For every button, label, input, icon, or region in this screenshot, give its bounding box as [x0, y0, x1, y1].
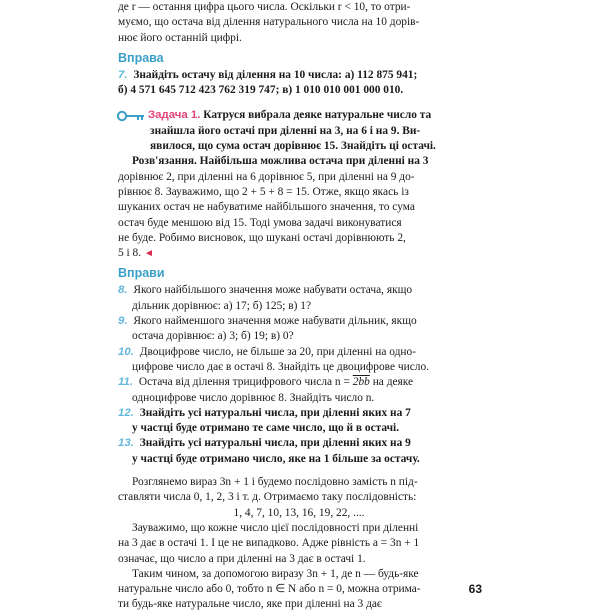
sequence-line: 1, 4, 7, 10, 13, 16, 19, 22, .... [233, 506, 365, 519]
task-title: Задача 1. [148, 109, 201, 122]
exercise-13: 13. Знайдіть усі натуральні числа, при діленні яких на 9 у частці буде отримано число, яке на 1 більше за остачу. [118, 437, 420, 465]
exercise-number: 9. [118, 315, 128, 328]
exercise-9: 9. Якого найменшого значення може набувати дільник, якщо остача дорівнює: а) 3; б) 19; в) 0? [118, 315, 417, 343]
closing-paragraph-2: Зауважимо, що кожне число цієї послідовності при діленні на 3 дає в остачі 1. І це не випадково. Адже рівність a = 3n + 1 означає, що число a при діленні на 3 дає в остачі 1. [118, 521, 420, 565]
page-number: 63 [468, 582, 482, 596]
closing-paragraph-3: Таким чином, за допомогою виразу 3n + 1, де n — будь-яке натуральне число або 0, тобто n ∈ N або n = 0, можна отрима- ти будь-яке натуральне число, яке при діленні на 3 дає [118, 567, 421, 611]
section-title-exercise: Вправа [118, 50, 164, 65]
exercise-7: 7. Знайдіть остачу від ділення на 10 числа: а) 112 875 941; б) 4 571 645 712 423 762 319 747; в) 1 010 010 001 000 010. [118, 68, 418, 97]
solution-paragraph: Розв'язання. Найбільша можлива остача при діленні на 3 дорівнює 2, при діленні на 6 дорівнює 5, при діленні на 9 до- рівнює 8. Зауважимо, що 2 + 5 + 8 = 15. Отже, якщо якась із шуканих остач не набуватиме найбільшого значення, то сума остач буде меншою від 15. Тоді умова задачі виконуватися не буде. Робимо висновок, що шукані остачі дорівнюють 2, 5 і 8. ◄ [118, 155, 429, 260]
intro-paragraph: де r — остання цифра цього числа. Оскільки r < 10, то отри- муємо, що остача від ділення натурального числа на 10 дорів- нює його останній цифрі. [118, 1, 420, 44]
overlined-number: 2bb [352, 376, 370, 389]
section-title-exercises: Вправи [118, 266, 165, 281]
exercise-number: 8. [118, 284, 128, 297]
end-of-solution-marker: ◄ [143, 248, 154, 260]
exercise-number: 7. [118, 68, 128, 81]
task-1: Задача 1. Катруся вибрала деяке натуральне число та знайшла його остачі при діленні на 3, на 6 і на 9. Ви- явилося, що сума остач дорівнює 15. Знайдіть ці остачі. [118, 108, 480, 154]
exercise-number: 11. [118, 376, 133, 389]
exercise-number: 10. [118, 345, 134, 358]
exercise-number: 12. [118, 406, 134, 419]
exercise-11: 11. Остача від ділення трицифрового числа n = 2bb на деяке одноцифрове число дорівнює 8. Знайдіть число n. [118, 376, 414, 404]
exercise-8: 8. Якого найбільшого значення може набувати остача, якщо дільник дорівнює: а) 17; б) 125; в) 1? [118, 284, 413, 312]
closing-paragraph-1: Розглянемо вираз 3n + 1 і будемо послідовно замість n під- ставляти числа 0, 1, 2, 3 і т. д. Отримаємо таку послідовність: [118, 476, 418, 504]
textbook-page [118, 0, 480, 613]
key-icon [116, 110, 146, 122]
exercise-10: 10. Двоцифрове число, не більше за 20, при діленні на одно- цифрове число дає в остачі 8. Знайдіть це двоцифрове число. [118, 345, 429, 373]
exercise-number: 13. [118, 437, 134, 450]
exercise-12: 12. Знайдіть усі натуральні числа, при діленні яких на 7 у частці буде отримано те саме число, що й в остачі. [118, 406, 411, 435]
